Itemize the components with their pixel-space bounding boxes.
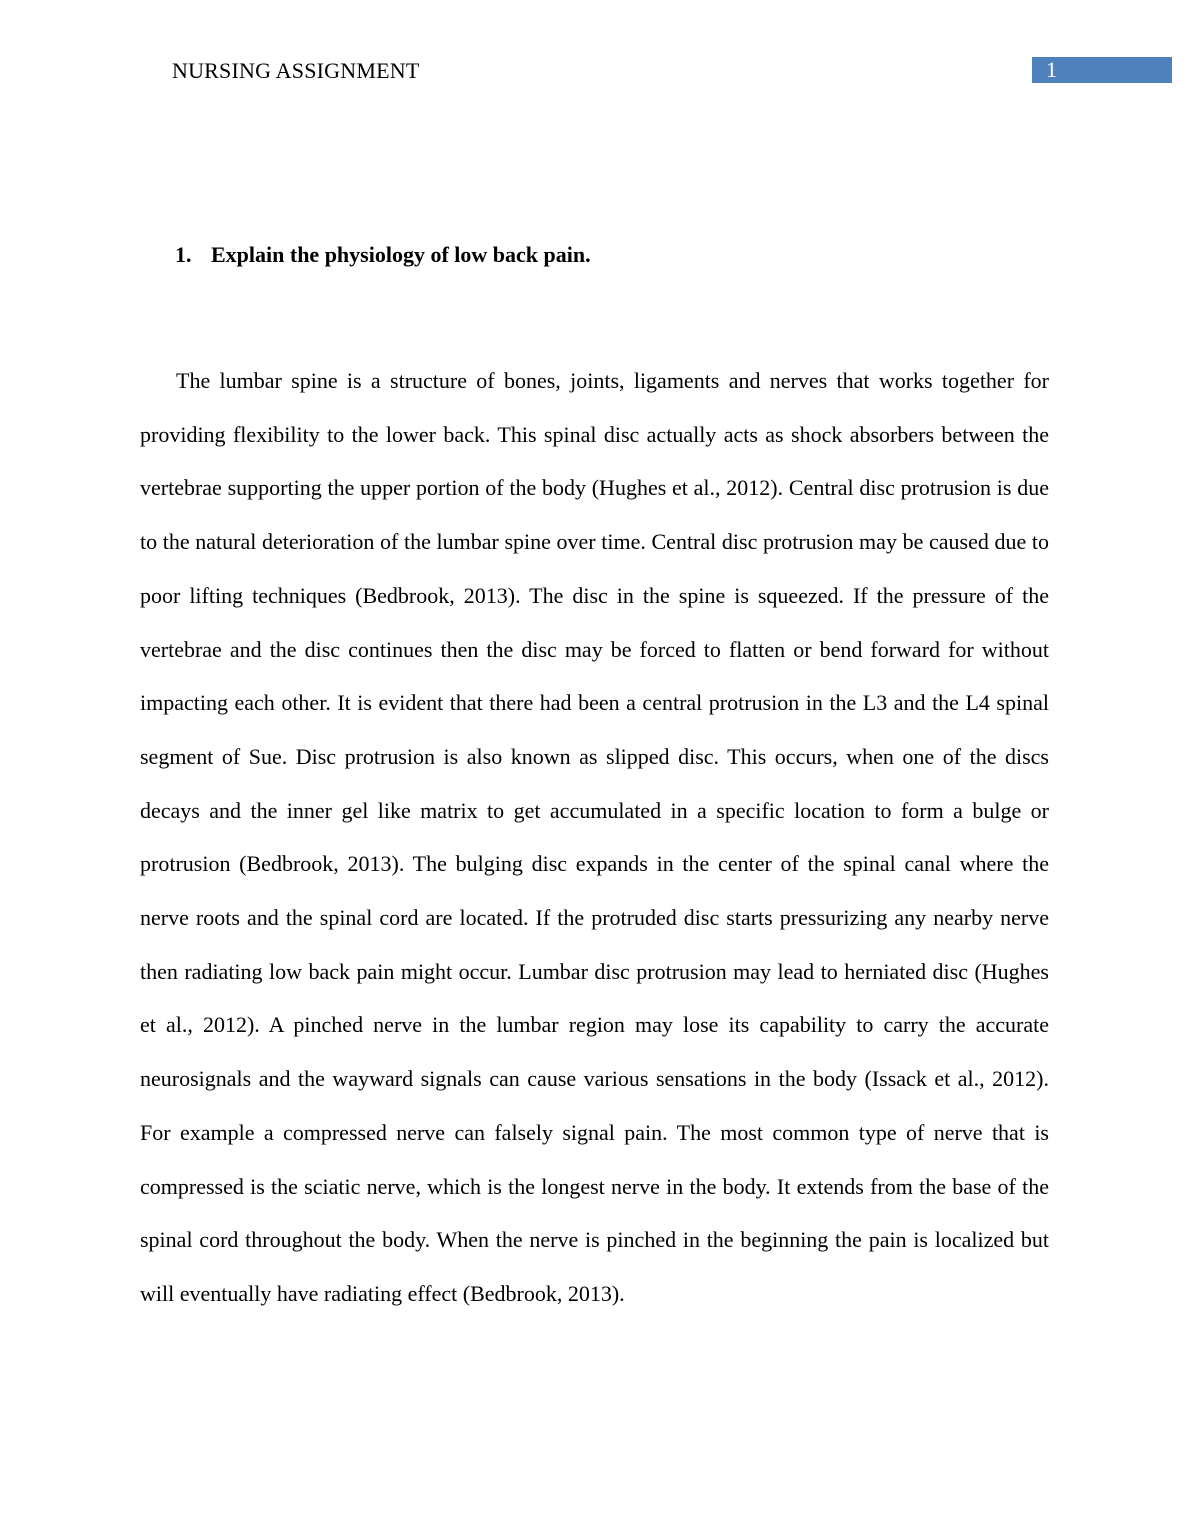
- question-text: Explain the physiology of low back pain.: [211, 242, 591, 267]
- question-number: 1.: [175, 242, 192, 267]
- page-number: 1: [1046, 57, 1057, 82]
- body-paragraph: The lumbar spine is a structure of bones, joints, ligaments and nerves that works together for providing flexibility to the lower back. This spinal disc actually acts as shock absorbers between the vertebrae supporting the upper portion of the body (Hughes et al., 2012). Central disc protrusion is due to the natural deterioration of the lumbar spine over time. Central disc protrusion may be caused due to poor lifting techniques (Bedbrook, 2013). The disc in the spine is squeezed. If the pressure of the vertebrae and the disc continues then the disc may be forced to flatten or bend forward for without impacting each other. It is evident that there had been a central protrusion in the L3 and the L4 spinal segment of Sue. Disc protrusion is also known as slipped disc. This occurs, when one of the discs decays and the inner gel like matrix to get accumulated in a specific location to form a bulge or protrusion (Bedbrook, 2013). The bulging disc expands in the center of the spinal canal where the nerve roots and the spinal cord are located. If the protruded disc starts pressurizing any nearby nerve then radiating low back pain might occur. Lumbar disc protrusion may lead to herniated disc (Hughes et al., 2012). A pinched nerve in the lumbar region may lose its capability to carry the accurate neurosignals and the wayward signals can cause various sensations in the body (Issack et al., 2012). For example a compressed nerve can falsely signal pain. The most common type of nerve that is compressed is the sciatic nerve, which is the longest nerve in the body. It extends from the base of the spinal cord throughout the body. When the nerve is pinched in the beginning the pain is localized but will eventually have radiating effect (Bedbrook, 2013).: [140, 368, 1049, 1306]
- page-number-badge: [1032, 57, 1172, 83]
- running-head-title: NURSING ASSIGNMENT: [172, 58, 420, 83]
- question-heading: [175, 240, 591, 270]
